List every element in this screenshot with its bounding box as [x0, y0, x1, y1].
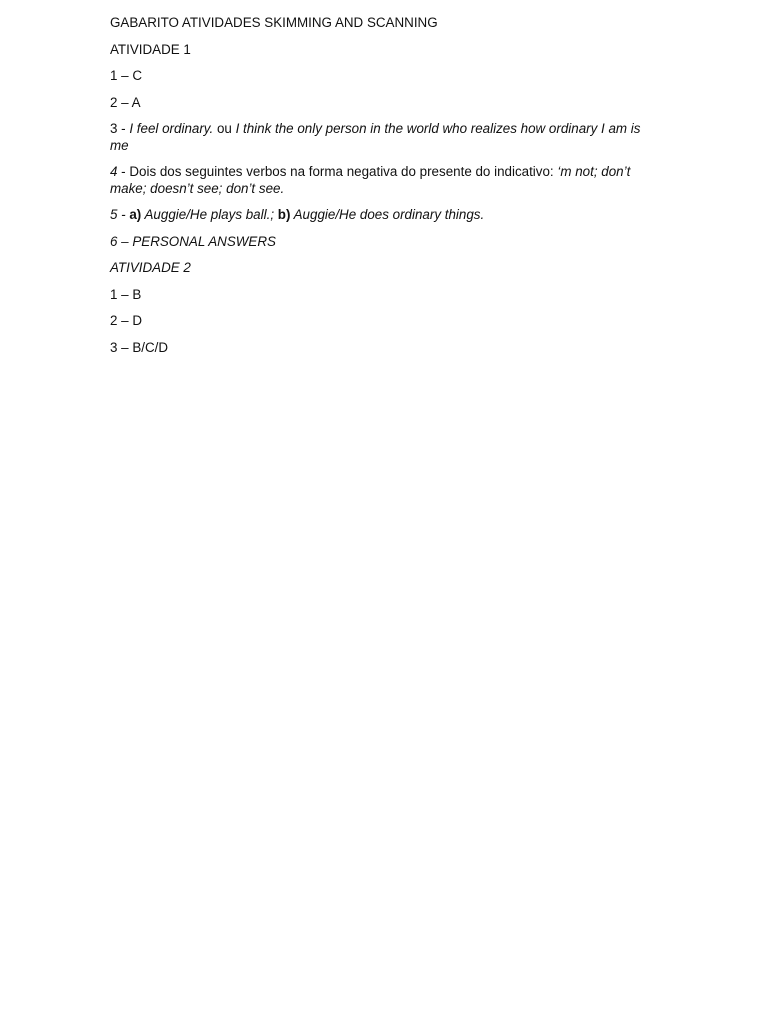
- answer-1-5-b-label: b): [277, 207, 291, 222]
- answer-1-3: [110, 121, 650, 154]
- section-heading-atividade-1: ATIVIDADE 1: [110, 41, 191, 57]
- section-heading-atividade-2: ATIVIDADE 2: [110, 260, 191, 275]
- answer-1-4-number: 4: [110, 164, 118, 179]
- answer-2-1: 1 – B: [110, 286, 142, 302]
- document-content: [110, 15, 650, 366]
- answer-1-5-a-text: Auggie/He plays ball.: [141, 207, 271, 222]
- answer-1-5-a-label: a): [129, 207, 142, 222]
- answer-2-2: 2 – D: [110, 313, 143, 328]
- answer-1-5-prefix: 5 -: [110, 207, 130, 222]
- answer-1-4-text: - Dois dos seguintes verbos na forma negativa do presente do indicativo:: [117, 164, 558, 179]
- answer-1-5: [110, 207, 650, 224]
- answer-1-2: 2 – A: [110, 94, 141, 110]
- answer-1-5-b-text: Auggie/He does ordinary things.: [290, 207, 485, 222]
- answer-1-3-prefix: 3 -: [110, 121, 130, 136]
- answer-1-4-answers: ‘m not; don’t make; doesn’t see; don’t see.: [110, 164, 631, 196]
- answer-1-4: [110, 164, 650, 197]
- answer-1-3-connector: ou: [213, 121, 236, 136]
- answer-1-1: 1 – C: [110, 68, 143, 83]
- answer-2-3: 3 – B/C/D: [110, 339, 169, 355]
- document-title: GABARITO ATIVIDADES SKIMMING AND SCANNING: [110, 15, 438, 30]
- answer-1-3-part1: I feel ordinary.: [129, 121, 214, 136]
- answer-1-6: 6 – PERSONAL ANSWERS: [110, 233, 276, 249]
- answer-1-3-part2: I think the only person in the world who realizes how ordinary I am is me: [110, 121, 641, 153]
- answer-1-5-separator: ;: [270, 207, 278, 222]
